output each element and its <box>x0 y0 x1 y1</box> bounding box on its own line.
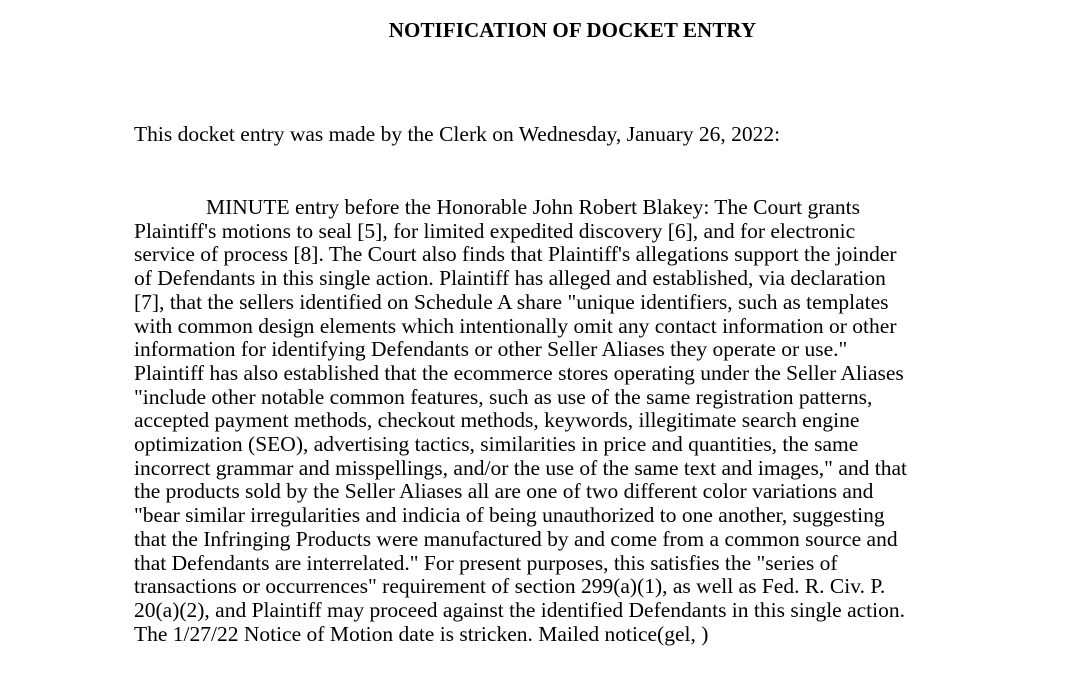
minute-line: The 1/27/22 Notice of Motion date is stricken. Mailed notice(gel, ) <box>134 621 709 646</box>
minute-line: accepted payment methods, checkout methods, keywords, illegitimate search engine <box>134 408 860 433</box>
minute-line: service of process [8]. The Court also finds that Plaintiff's allegations support the joinder <box>134 242 897 267</box>
page-title: NOTIFICATION OF DOCKET ENTRY <box>388 18 757 42</box>
minute-line: "include other notable common features, such as use of the same registration patterns, <box>134 384 873 409</box>
minute-line: of Defendants in this single action. Plaintiff has alleged and established, via declaration <box>134 266 886 291</box>
minute-line: Plaintiff's motions to seal [5], for limited expedited discovery [6], and for electronic <box>134 218 856 243</box>
minute-entry-text <box>134 196 1034 646</box>
minute-line: information for identifying Defendants or other Seller Aliases they operate or use." <box>134 337 848 362</box>
minute-line: that the Infringing Products were manufactured by and come from a common source and <box>134 526 898 551</box>
minute-line: optimization (SEO), advertising tactics, similarities in price and quantities, the same <box>134 432 859 457</box>
minute-line: 20(a)(2), and Plaintiff may proceed against the identified Defendants in this single action. <box>134 597 905 622</box>
minute-line: transactions or occurrences" requirement of section 299(a)(1), as well as Fed. R. Civ. P. <box>134 574 886 599</box>
minute-line: the products sold by the Seller Aliases all are one of two different color variations and <box>134 479 874 504</box>
minute-line: MINUTE entry before the Honorable John Robert Blakey: The Court grants <box>206 195 860 219</box>
minute-line: incorrect grammar and misspellings, and/or the use of the same text and images," and that <box>134 455 907 480</box>
docket-entry-date-line: This docket entry was made by the Clerk on Wednesday, January 26, 2022: <box>134 122 781 146</box>
minute-line: "bear similar irregularities and indicia of being unauthorized to one another, suggesting <box>134 503 885 528</box>
minute-line: that Defendants are interrelated." For present purposes, this satisfies the "series of <box>134 550 838 575</box>
minute-line: Plaintiff has also established that the ecommerce stores operating under the Seller Aliases <box>134 360 904 385</box>
minute-line: [7], that the sellers identified on Schedule A share "unique identifiers, such as templates <box>134 289 889 314</box>
minute-line: with common design elements which intentionally omit any contact information or other <box>134 313 897 338</box>
